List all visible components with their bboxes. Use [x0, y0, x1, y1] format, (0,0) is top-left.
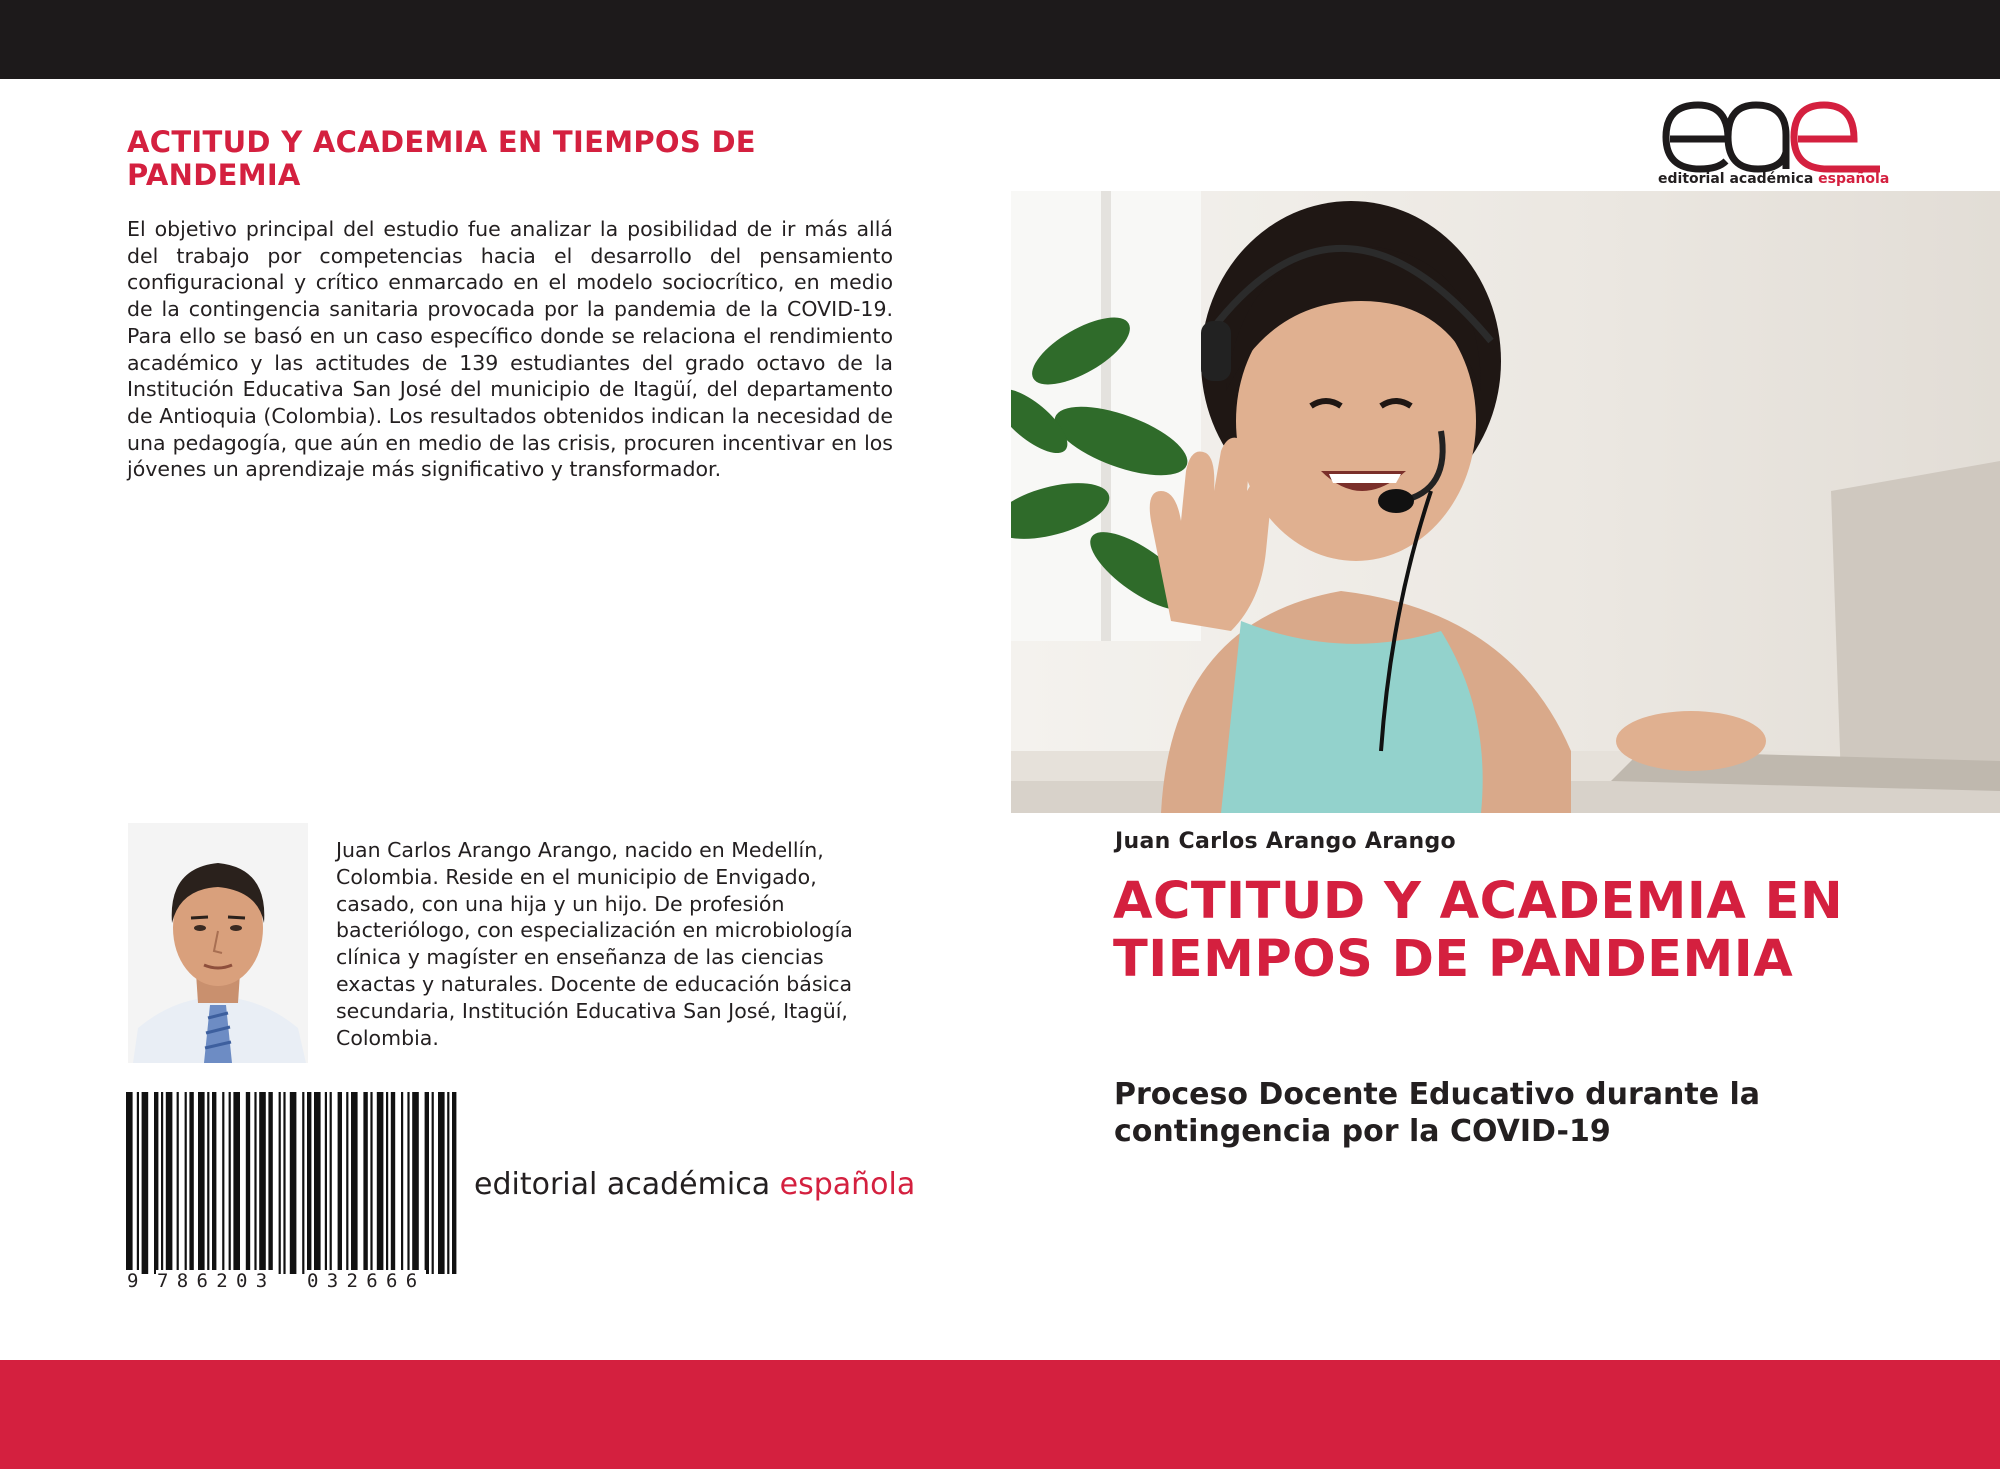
back-cover-title: ACTITUD Y ACADEMIA EN TIEMPOS DE PANDEMIA [127, 125, 756, 192]
barcode-bar [166, 1092, 173, 1274]
author-photo [128, 823, 308, 1063]
barcode-bar [268, 1092, 272, 1274]
barcode-bar [254, 1092, 256, 1274]
author-portrait-image [128, 823, 308, 1063]
barcode-bar [432, 1092, 434, 1274]
barcode-bar [330, 1092, 332, 1274]
barcode-bar [212, 1092, 216, 1274]
barcode-bar [283, 1092, 285, 1274]
barcode-bar [391, 1092, 395, 1274]
top-band [0, 0, 2000, 79]
isbn-barcode [126, 1092, 458, 1292]
back-cover-blurb: El objetivo principal del estudio fue analizar la posibilidad de ir más allá del trabajo por competencias hacia el desarrollo del pensamiento configuracional y crítico enmarcado en el modelo sociocrítico, en medio de la contingencia sanitaria provocada por la pandemia de la COVID-19. Para ello se basó en un caso específico donde se relaciona el rendimiento académico y las actitudes de 139 estudiantes del grado octavo de la Institución Educativa San José del municipio de Itagüí, del departamento de Antioquia (Colombia). Los resultados obtenidos indican la necesidad de una pedagogía, que aún en medio de las crisis, procuren incentivar en los jóvenes un aprendizaje más significativo y transformador. [127, 217, 893, 482]
barcode-bar [377, 1092, 384, 1274]
isbn-digits [126, 1270, 458, 1294]
barcode-bar [142, 1092, 149, 1274]
barcode-bar [198, 1092, 205, 1274]
publisher-wordmark [474, 1167, 915, 1202]
front-cover-author: Juan Carlos Arango Arango [1115, 829, 1456, 854]
barcode-bar [189, 1092, 193, 1274]
barcode-bar [412, 1092, 419, 1274]
publisher-wordmark-main: editorial académica [474, 1167, 771, 1202]
barcode-bar [447, 1092, 449, 1274]
barcode-bar [307, 1092, 311, 1274]
barcode-bar [246, 1092, 250, 1274]
barcode-bar [233, 1092, 240, 1274]
logo-caption-accent: española [1818, 171, 1890, 187]
barcode-bar [177, 1092, 179, 1274]
barcode-bar [161, 1092, 163, 1274]
barcode-bar [370, 1092, 372, 1274]
barcode-bar [386, 1092, 388, 1274]
barcode-bar [425, 1092, 429, 1274]
barcode-bar [290, 1092, 297, 1274]
barcode-bar [259, 1092, 266, 1274]
barcode-bar [325, 1092, 327, 1274]
barcode-bar [438, 1092, 445, 1274]
isbn-digit-group-1: 9 [127, 1270, 139, 1292]
isbn-digit-group-2: 786203 [157, 1270, 276, 1292]
barcode-bar [314, 1092, 321, 1274]
barcode-bar [302, 1092, 304, 1274]
barcode-bar [185, 1092, 187, 1274]
barcode-bar [279, 1092, 281, 1274]
barcode-bar [346, 1092, 348, 1274]
barcode-bar [126, 1092, 133, 1274]
barcode-bar [401, 1092, 403, 1274]
barcode-bar [338, 1092, 342, 1274]
front-cover-subtitle: Proceso Docente Educativo durante la contingencia por la COVID-19 [1114, 1077, 1761, 1149]
author-bio: Juan Carlos Arango Arango, nacido en Medellín, Colombia. Reside en el municipio de Envigado, casado, con una hija y un hijo. De profesión bacteriólogo, con especialización en microbiología clínica y magíster en enseñanza de las ciencias exactas y naturales. Docente de educación básica secundaria, Institución Educativa San José, Itagüí, Colombia. [336, 838, 853, 1050]
barcode-bar [222, 1092, 224, 1274]
barcode-bar [351, 1092, 358, 1274]
logo-caption-main: editorial académica [1658, 171, 1814, 187]
barcode-bar [137, 1092, 139, 1274]
barcode-bar [407, 1092, 409, 1274]
bottom-band [0, 1360, 2000, 1469]
logo-caption [1658, 171, 1888, 187]
barcode-bar [452, 1092, 456, 1274]
barcode-bar [363, 1092, 367, 1274]
barcode-bar [207, 1092, 209, 1274]
barcode-bar [154, 1092, 158, 1274]
cover-photo [1011, 191, 2000, 813]
publisher-wordmark-accent: española [779, 1167, 916, 1202]
front-cover-title: ACTITUD Y ACADEMIA EN TIEMPOS DE PANDEMIA [1113, 872, 1844, 989]
isbn-digit-group-3: 032666 [307, 1270, 426, 1292]
girl-with-headset-photo [1011, 191, 2000, 813]
barcode-bar [229, 1092, 231, 1274]
